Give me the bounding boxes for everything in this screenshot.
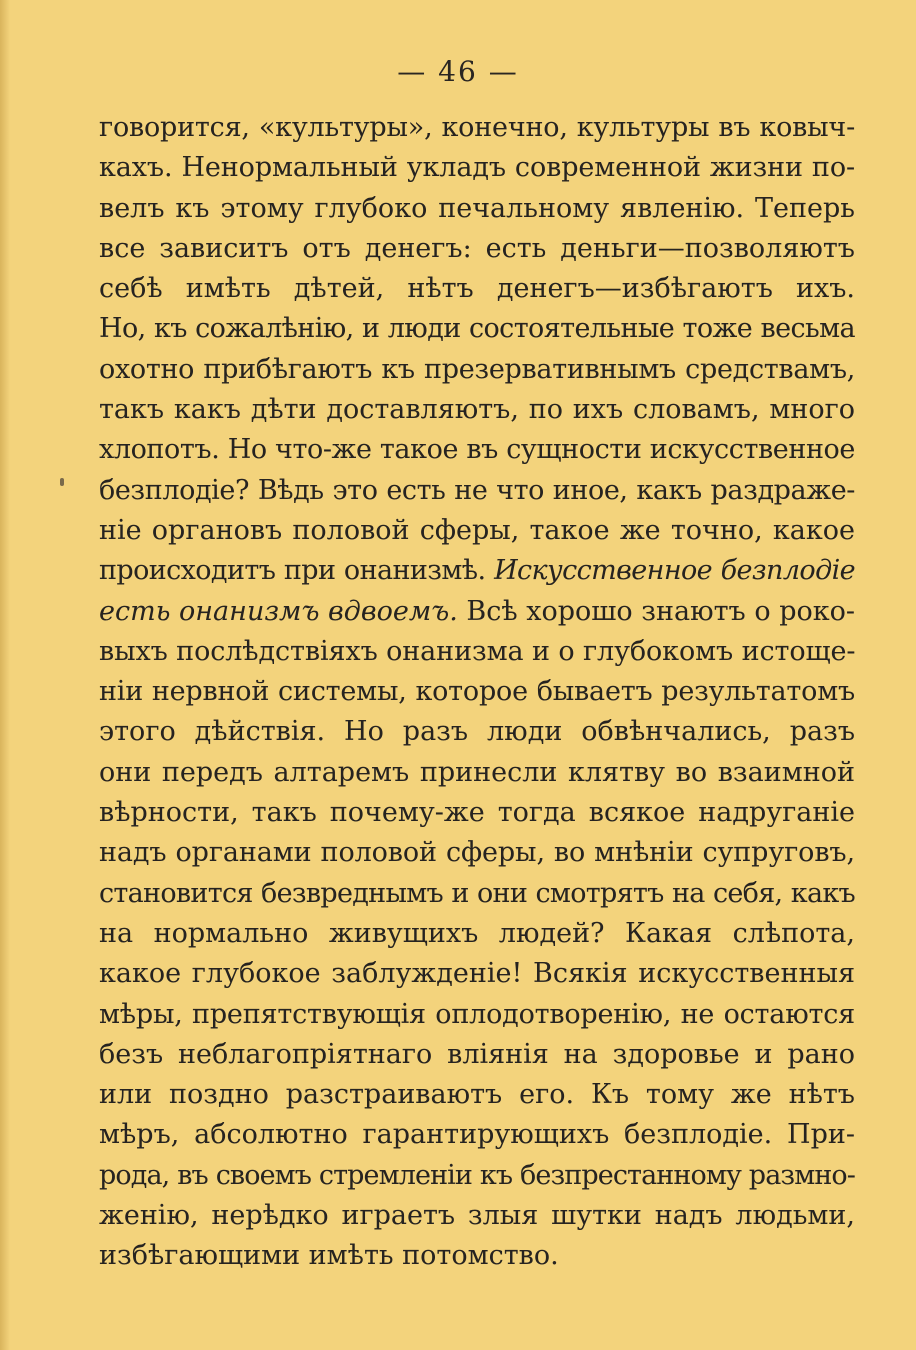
text-line	[99, 592, 855, 632]
text-span: происходитъ при онанизмѣ.	[99, 555, 495, 587]
text-line: мѣръ, абсолютно гарантирующихъ безплодіе. При-	[99, 1119, 855, 1151]
text-line: безплодіе? Вѣдь это есть не что иное, какъ раздраже-	[99, 474, 855, 506]
text-line	[99, 551, 855, 591]
italic-emphasis: Искусственное безплодіе	[494, 555, 855, 587]
text-line: велъ къ этому глубоко печальному явленію. Теперь	[99, 192, 855, 224]
text-line: говорится, «культуры», конечно, культуры въ ковыч-	[99, 112, 855, 143]
italic-emphasis: есть онанизмъ вдвоемъ.	[99, 595, 458, 627]
body-text	[99, 108, 855, 1277]
text-line: все зависитъ отъ денегъ: есть деньги—позволяютъ	[99, 232, 855, 264]
text-line: становится безвреднымъ и они смотрятъ на себя, какъ	[99, 877, 855, 909]
page-number: — 46 —	[397, 55, 519, 88]
text-line: охотно прибѣгаютъ къ презервативнымъ средствамъ,	[99, 353, 855, 385]
text-line: надъ органами половой сферы, во мнѣніи супруговъ,	[99, 837, 855, 869]
text-line: мѣры, препятствующія оплодотворенію, не остаются	[99, 998, 855, 1030]
text-line: на нормально живущихъ людей? Какая слѣпота,	[99, 917, 855, 949]
text-line: рода, въ своемъ стремленіи къ безпрестанному размно-	[99, 1159, 855, 1191]
text-line: ніи нервной системы, которое бываетъ результатомъ	[99, 676, 855, 708]
text-line: этого дѣйствія. Но разъ люди обвѣнчались, разъ	[99, 716, 855, 748]
text-line: вѣрности, такъ почему-же тогда всякое надруганіе	[99, 797, 855, 829]
text-line: какое глубокое заблужденіе! Всякія искусственныя	[99, 958, 855, 990]
text-line: безъ неблагопріятнаго вліянія на здоровье и рано	[99, 1038, 855, 1070]
text-line: Но, къ сожалѣнію, и люди состоятельные тоже весьма	[99, 313, 855, 345]
text-line: избѣгающими имѣть потомство.	[99, 1240, 559, 1272]
text-line: выхъ послѣдствіяхъ онанизма и о глубокомъ истоще-	[99, 635, 855, 667]
text-line: кахъ. Ненормальный укладъ современной жизни по-	[99, 152, 855, 184]
text-line: такъ какъ дѣти доставляютъ, по ихъ словамъ, много	[99, 394, 855, 426]
text-span: Всѣ хорошо знаютъ о роко-	[457, 595, 855, 627]
text-line: женію, нерѣдко играетъ злыя шутки надъ людьми,	[99, 1200, 855, 1232]
text-line: себѣ имѣть дѣтей, нѣтъ денегъ—избѣгаютъ ихъ.	[99, 273, 855, 305]
margin-mark	[60, 478, 64, 486]
text-line: ніе органовъ половой сферы, такое же точно, какое	[99, 514, 855, 546]
text-line: хлопотъ. Но что-же такое въ сущности искусственное	[99, 434, 855, 466]
text-line: они передъ алтаремъ принесли клятву во взаимной	[99, 756, 855, 788]
text-line: или поздно разстраиваютъ его. Къ тому же нѣтъ	[99, 1079, 855, 1111]
